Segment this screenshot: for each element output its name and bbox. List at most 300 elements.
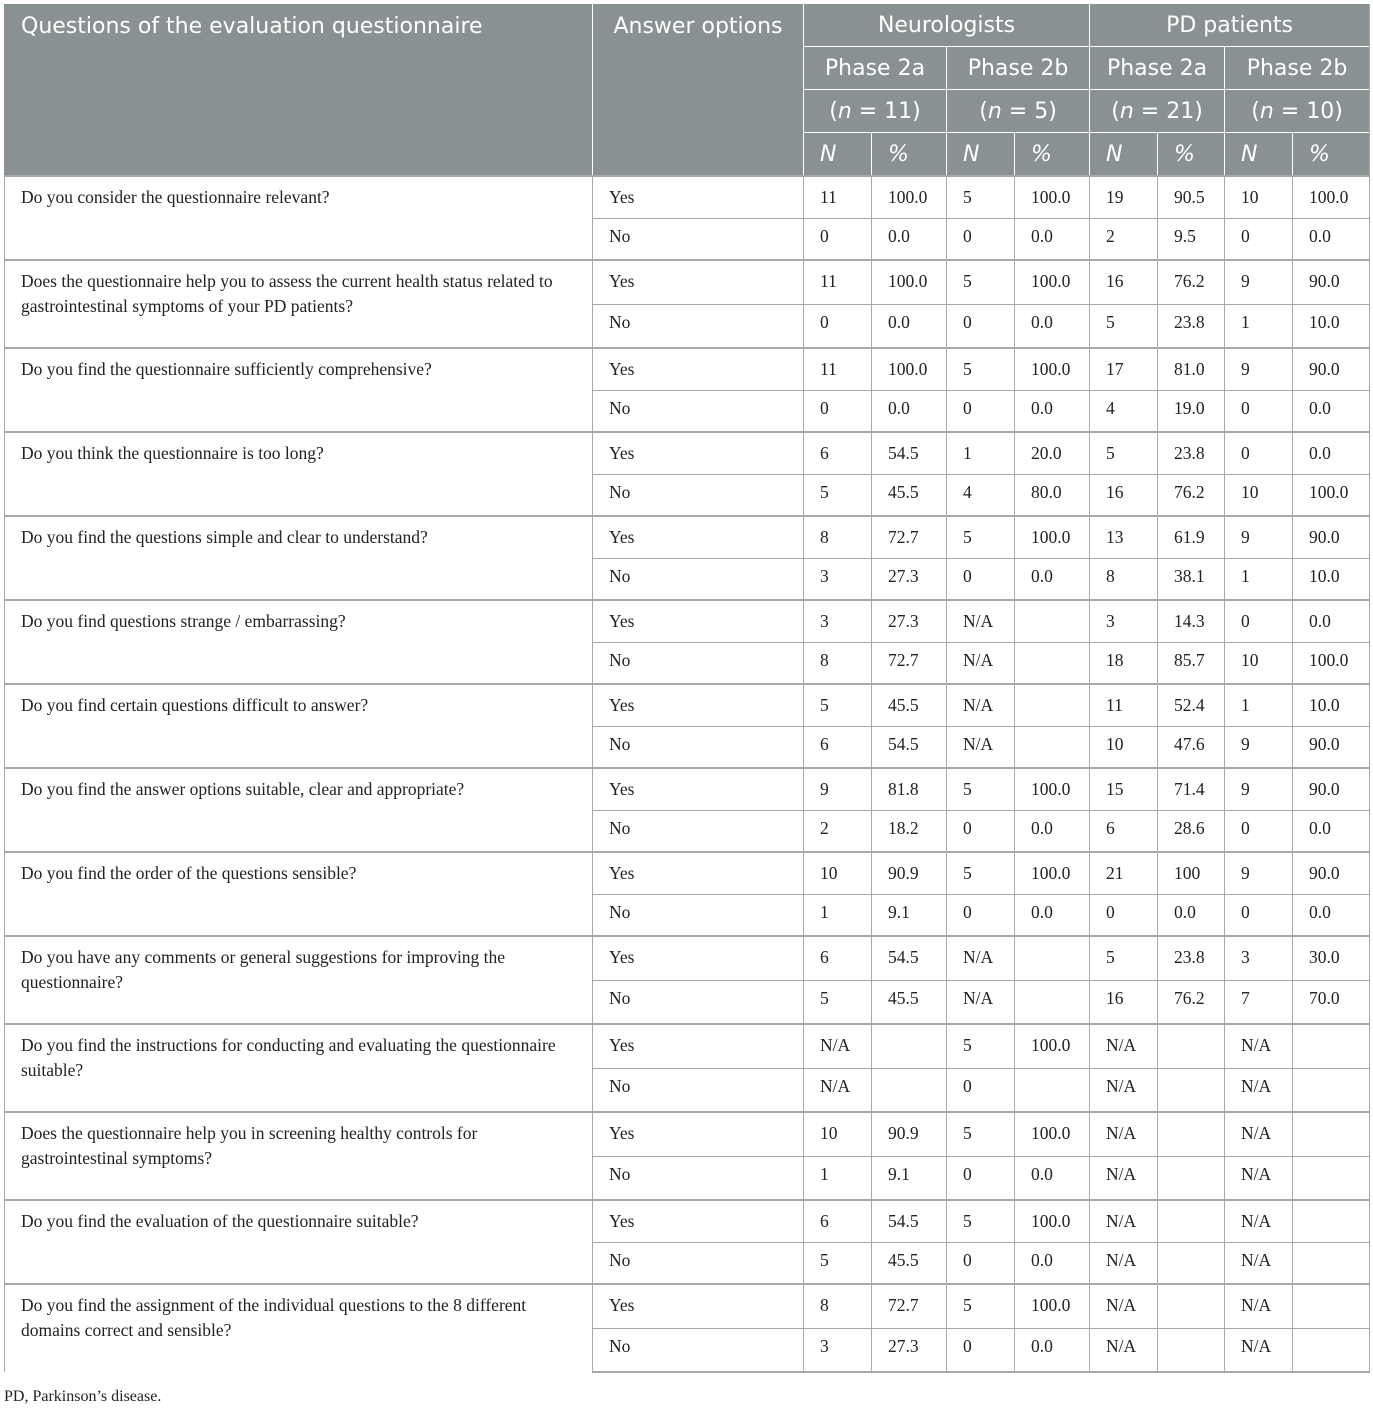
count-cell: 0 [947, 218, 1015, 260]
percent-cell: 100.0 [872, 260, 947, 304]
paren: ( [1251, 98, 1260, 124]
question-cell: Do you find the order of the questions sensible? [5, 852, 593, 936]
table-row [5, 176, 1370, 218]
count-cell: N/A [1090, 1068, 1158, 1112]
table-row [5, 260, 1370, 304]
count-cell: 0 [947, 304, 1015, 348]
count-cell: 1 [1225, 558, 1293, 600]
count-cell: 5 [947, 1284, 1015, 1328]
answer-option-cell: No [593, 558, 804, 600]
answer-option-cell: Yes [593, 1200, 804, 1242]
percent-cell: 0.0 [1015, 304, 1090, 348]
count-cell: 1 [1225, 304, 1293, 348]
percent-cell: 0.0 [1015, 1242, 1090, 1284]
count-cell: N/A [804, 1068, 872, 1112]
count-cell: 11 [1090, 684, 1158, 726]
count-cell: 9 [804, 768, 872, 810]
n-letter: n [1119, 98, 1134, 124]
percent-cell: 0.0 [1015, 1156, 1090, 1200]
answer-option-cell: Yes [593, 260, 804, 304]
table-row [5, 1284, 1370, 1328]
count-cell: 4 [1090, 390, 1158, 432]
answer-option-cell: No [593, 894, 804, 936]
paren: ( [979, 98, 988, 124]
percent-cell: 100.0 [1293, 176, 1370, 218]
table-row [5, 1200, 1370, 1242]
count-cell: N/A [1090, 1200, 1158, 1242]
percent-cell: 45.5 [872, 980, 947, 1024]
count-cell: 10 [1090, 726, 1158, 768]
question-cell: Does the questionnaire help you in screening healthy controls for gastrointestinal symptoms? [5, 1112, 593, 1200]
percent-cell: 54.5 [872, 726, 947, 768]
count-cell: 3 [804, 600, 872, 642]
n-value: = 11) [851, 98, 921, 124]
header-col-n: N [804, 133, 872, 177]
percent-cell: 100.0 [1015, 1284, 1090, 1328]
count-cell: N/A [1225, 1242, 1293, 1284]
percent-cell: 80.0 [1015, 474, 1090, 516]
table-row [5, 1024, 1370, 1068]
count-cell: 0 [947, 894, 1015, 936]
percent-cell: 9.5 [1158, 218, 1225, 260]
answer-option-cell: Yes [593, 1024, 804, 1068]
count-cell: 10 [1225, 176, 1293, 218]
count-cell: 17 [1090, 348, 1158, 390]
count-cell: 5 [947, 1200, 1015, 1242]
count-cell: N/A [1090, 1156, 1158, 1200]
count-cell: 5 [1090, 936, 1158, 980]
count-cell: N/A [1090, 1024, 1158, 1068]
percent-cell: 10.0 [1293, 558, 1370, 600]
count-cell: N/A [947, 980, 1015, 1024]
count-cell: 3 [804, 558, 872, 600]
percent-cell: 27.3 [872, 558, 947, 600]
count-cell: 19 [1090, 176, 1158, 218]
header-answer-options: Answer options [593, 4, 804, 176]
percent-cell: 0.0 [1158, 894, 1225, 936]
percent-cell: 72.7 [872, 516, 947, 558]
percent-cell: 81.8 [872, 768, 947, 810]
percent-cell: 0.0 [872, 218, 947, 260]
count-cell: N/A [1225, 1200, 1293, 1242]
percent-cell: 9.1 [872, 1156, 947, 1200]
question-cell: Do you find the instructions for conducting and evaluating the questionnaire suitable? [5, 1024, 593, 1112]
count-cell: 5 [947, 852, 1015, 894]
count-cell: 9 [1225, 852, 1293, 894]
table-footnote: PD, Parkinson’s disease. [4, 1388, 162, 1405]
percent-cell [872, 1068, 947, 1112]
percent-cell [1158, 1284, 1225, 1328]
percent-cell: 0.0 [1293, 600, 1370, 642]
percent-cell: 71.4 [1158, 768, 1225, 810]
count-cell: 8 [804, 1284, 872, 1328]
count-cell: 16 [1090, 474, 1158, 516]
table-row [5, 768, 1370, 810]
percent-cell [1293, 1284, 1370, 1328]
table-row [5, 1112, 1370, 1156]
percent-cell: 100.0 [872, 176, 947, 218]
percent-cell: 100.0 [1015, 176, 1090, 218]
percent-cell: 70.0 [1293, 980, 1370, 1024]
count-cell: 5 [947, 768, 1015, 810]
header-col-pct: % [1158, 133, 1225, 177]
percent-cell: 90.0 [1293, 348, 1370, 390]
answer-option-cell: No [593, 474, 804, 516]
count-cell: 1 [804, 894, 872, 936]
question-cell: Do you find the evaluation of the questionnaire suitable? [5, 1200, 593, 1284]
count-cell: 0 [804, 218, 872, 260]
count-cell: 2 [804, 810, 872, 852]
answer-option-cell: No [593, 980, 804, 1024]
n-letter: n [987, 98, 1002, 124]
percent-cell: 100 [1158, 852, 1225, 894]
percent-cell: 23.8 [1158, 304, 1225, 348]
percent-cell [1015, 642, 1090, 684]
question-cell: Do you think the questionnaire is too long? [5, 432, 593, 516]
answer-option-cell: Yes [593, 432, 804, 474]
percent-cell [1293, 1200, 1370, 1242]
answer-option-cell: No [593, 218, 804, 260]
count-cell: 5 [947, 516, 1015, 558]
answer-option-cell: Yes [593, 768, 804, 810]
percent-cell: 72.7 [872, 642, 947, 684]
question-cell: Do you find the questions simple and clear to understand? [5, 516, 593, 600]
count-cell: 16 [1090, 980, 1158, 1024]
count-cell: 6 [804, 936, 872, 980]
answer-option-cell: Yes [593, 600, 804, 642]
table-row [5, 432, 1370, 474]
count-cell: 0 [947, 1156, 1015, 1200]
count-cell: 5 [947, 1024, 1015, 1068]
percent-cell: 0.0 [1015, 218, 1090, 260]
count-cell: 10 [804, 1112, 872, 1156]
table-row [5, 600, 1370, 642]
n-value: = 10) [1273, 98, 1343, 124]
count-cell: 8 [804, 642, 872, 684]
count-cell: 0 [1225, 218, 1293, 260]
count-cell: 0 [1225, 810, 1293, 852]
percent-cell [872, 1024, 947, 1068]
count-cell: N/A [947, 684, 1015, 726]
evaluation-table [4, 4, 1370, 1373]
question-cell: Do you find questions strange / embarrassing? [5, 600, 593, 684]
count-cell: 1 [947, 432, 1015, 474]
question-cell: Do you find certain questions difficult to answer? [5, 684, 593, 768]
answer-option-cell: Yes [593, 176, 804, 218]
paren: ( [829, 98, 838, 124]
percent-cell: 0.0 [1293, 894, 1370, 936]
count-cell: 18 [1090, 642, 1158, 684]
percent-cell [1293, 1068, 1370, 1112]
percent-cell [1158, 1242, 1225, 1284]
count-cell: 7 [1225, 980, 1293, 1024]
paren: ( [1111, 98, 1120, 124]
count-cell: 3 [804, 1328, 872, 1372]
count-cell: 8 [1090, 558, 1158, 600]
n-letter: n [837, 98, 852, 124]
percent-cell: 45.5 [872, 1242, 947, 1284]
header-group-neurologists: Neurologists [804, 4, 1090, 47]
percent-cell: 38.1 [1158, 558, 1225, 600]
question-cell: Do you consider the questionnaire relevant? [5, 176, 593, 260]
answer-option-cell: Yes [593, 1284, 804, 1328]
answer-option-cell: Yes [593, 348, 804, 390]
count-cell: 10 [804, 852, 872, 894]
header-col-pct: % [1015, 133, 1090, 177]
percent-cell: 0.0 [1015, 810, 1090, 852]
percent-cell: 76.2 [1158, 260, 1225, 304]
percent-cell: 81.0 [1158, 348, 1225, 390]
percent-cell: 0.0 [1015, 894, 1090, 936]
percent-cell: 100.0 [1015, 516, 1090, 558]
answer-option-cell: No [593, 1156, 804, 1200]
percent-cell [1293, 1112, 1370, 1156]
percent-cell: 45.5 [872, 684, 947, 726]
percent-cell [1015, 1068, 1090, 1112]
count-cell: 8 [804, 516, 872, 558]
percent-cell: 0.0 [1293, 218, 1370, 260]
count-cell: 5 [804, 684, 872, 726]
count-cell: 0 [804, 304, 872, 348]
percent-cell: 90.0 [1293, 768, 1370, 810]
percent-cell: 100.0 [1015, 1200, 1090, 1242]
table-row [5, 348, 1370, 390]
answer-option-cell: Yes [593, 516, 804, 558]
count-cell: N/A [1225, 1156, 1293, 1200]
percent-cell: 54.5 [872, 432, 947, 474]
percent-cell: 90.9 [872, 1112, 947, 1156]
percent-cell: 0.0 [1293, 390, 1370, 432]
percent-cell [1015, 936, 1090, 980]
answer-option-cell: No [593, 1068, 804, 1112]
count-cell: 0 [1225, 894, 1293, 936]
n-letter: n [1259, 98, 1274, 124]
percent-cell: 14.3 [1158, 600, 1225, 642]
answer-option-cell: Yes [593, 684, 804, 726]
answer-option-cell: No [593, 304, 804, 348]
count-cell: 5 [947, 1112, 1015, 1156]
count-cell: 0 [947, 810, 1015, 852]
percent-cell: 47.6 [1158, 726, 1225, 768]
count-cell: 5 [1090, 432, 1158, 474]
percent-cell: 0.0 [872, 390, 947, 432]
count-cell: 0 [804, 390, 872, 432]
question-cell: Do you have any comments or general suggestions for improving the questionnaire? [5, 936, 593, 1024]
count-cell: 5 [804, 980, 872, 1024]
percent-cell [1158, 1112, 1225, 1156]
n-value: = 21) [1133, 98, 1203, 124]
percent-cell: 100.0 [1015, 852, 1090, 894]
count-cell: 9 [1225, 260, 1293, 304]
count-cell: N/A [947, 642, 1015, 684]
count-cell: 0 [1225, 390, 1293, 432]
percent-cell [1015, 684, 1090, 726]
percent-cell: 45.5 [872, 474, 947, 516]
percent-cell [1293, 1156, 1370, 1200]
percent-cell: 27.3 [872, 600, 947, 642]
header-phase: Phase 2b [947, 47, 1090, 90]
percent-cell: 90.0 [1293, 260, 1370, 304]
percent-cell: 100.0 [872, 348, 947, 390]
percent-cell: 85.7 [1158, 642, 1225, 684]
percent-cell: 100.0 [1015, 348, 1090, 390]
table-row [5, 516, 1370, 558]
table-body [5, 176, 1370, 1372]
header-phase: Phase 2a [804, 47, 947, 90]
count-cell: 11 [804, 176, 872, 218]
percent-cell: 10.0 [1293, 304, 1370, 348]
answer-option-cell: Yes [593, 852, 804, 894]
percent-cell: 90.0 [1293, 852, 1370, 894]
header-group-pd-patients: PD patients [1090, 4, 1370, 47]
question-cell: Does the questionnaire help you to assess the current health status related to gastrointestinal symptoms of your PD patients? [5, 260, 593, 348]
count-cell: N/A [1225, 1112, 1293, 1156]
count-cell: 15 [1090, 768, 1158, 810]
count-cell: 5 [804, 474, 872, 516]
percent-cell: 100.0 [1015, 1024, 1090, 1068]
header-col-pct: % [872, 133, 947, 177]
count-cell: 2 [1090, 218, 1158, 260]
percent-cell: 30.0 [1293, 936, 1370, 980]
percent-cell [1158, 1200, 1225, 1242]
percent-cell [1293, 1242, 1370, 1284]
header-phase: Phase 2b [1225, 47, 1370, 90]
table-row [5, 936, 1370, 980]
percent-cell: 100.0 [1293, 474, 1370, 516]
percent-cell: 100.0 [1015, 768, 1090, 810]
count-cell: 9 [1225, 348, 1293, 390]
answer-option-cell: No [593, 1328, 804, 1372]
count-cell: 0 [947, 1068, 1015, 1112]
percent-cell: 20.0 [1015, 432, 1090, 474]
header-col-pct: % [1293, 133, 1370, 177]
table-row [5, 684, 1370, 726]
percent-cell: 0.0 [1015, 390, 1090, 432]
percent-cell: 0.0 [1293, 810, 1370, 852]
percent-cell: 23.8 [1158, 936, 1225, 980]
count-cell: 3 [1225, 936, 1293, 980]
count-cell: N/A [1090, 1284, 1158, 1328]
percent-cell: 100.0 [1015, 1112, 1090, 1156]
percent-cell [1015, 726, 1090, 768]
header-col-n: N [1225, 133, 1293, 177]
count-cell: 0 [1225, 600, 1293, 642]
header-col-n: N [947, 133, 1015, 177]
count-cell: 9 [1225, 726, 1293, 768]
percent-cell: 28.6 [1158, 810, 1225, 852]
count-cell: 9 [1225, 768, 1293, 810]
count-cell: 13 [1090, 516, 1158, 558]
count-cell: N/A [947, 600, 1015, 642]
header-col-n: N [1090, 133, 1158, 177]
percent-cell: 54.5 [872, 1200, 947, 1242]
percent-cell [1293, 1024, 1370, 1068]
count-cell: N/A [1225, 1024, 1293, 1068]
count-cell: 0 [947, 1328, 1015, 1372]
question-cell: Do you find the answer options suitable, clear and appropriate? [5, 768, 593, 852]
percent-cell: 76.2 [1158, 474, 1225, 516]
count-cell: N/A [804, 1024, 872, 1068]
header-sample-size [1090, 90, 1225, 133]
percent-cell: 23.8 [1158, 432, 1225, 474]
count-cell: 1 [804, 1156, 872, 1200]
percent-cell: 90.9 [872, 852, 947, 894]
count-cell: 3 [1090, 600, 1158, 642]
percent-cell [1158, 1068, 1225, 1112]
count-cell: 0 [1225, 432, 1293, 474]
answer-option-cell: No [593, 726, 804, 768]
count-cell: 10 [1225, 642, 1293, 684]
count-cell: N/A [1090, 1112, 1158, 1156]
percent-cell: 9.1 [872, 894, 947, 936]
count-cell: 6 [804, 1200, 872, 1242]
question-cell: Do you find the assignment of the individual questions to the 8 different domains correct and sensible? [5, 1284, 593, 1372]
count-cell: N/A [1225, 1328, 1293, 1372]
header-sample-size [1225, 90, 1370, 133]
count-cell: N/A [1225, 1068, 1293, 1112]
header-sample-size [804, 90, 947, 133]
count-cell: 9 [1225, 516, 1293, 558]
table-header [5, 4, 1370, 176]
percent-cell: 0.0 [872, 304, 947, 348]
count-cell: 0 [947, 558, 1015, 600]
count-cell: 0 [1090, 894, 1158, 936]
count-cell: 11 [804, 260, 872, 304]
percent-cell: 100.0 [1015, 260, 1090, 304]
n-value: = 5) [1001, 98, 1057, 124]
count-cell: 16 [1090, 260, 1158, 304]
count-cell: 0 [947, 390, 1015, 432]
answer-option-cell: No [593, 390, 804, 432]
count-cell: 5 [947, 260, 1015, 304]
percent-cell: 100.0 [1293, 642, 1370, 684]
answer-option-cell: No [593, 1242, 804, 1284]
percent-cell: 18.2 [872, 810, 947, 852]
percent-cell: 52.4 [1158, 684, 1225, 726]
count-cell: 6 [1090, 810, 1158, 852]
percent-cell: 54.5 [872, 936, 947, 980]
count-cell: 5 [947, 348, 1015, 390]
count-cell: 5 [947, 176, 1015, 218]
percent-cell: 90.0 [1293, 516, 1370, 558]
question-cell: Do you find the questionnaire sufficiently comprehensive? [5, 348, 593, 432]
count-cell: N/A [1090, 1242, 1158, 1284]
count-cell: 6 [804, 432, 872, 474]
percent-cell [1015, 600, 1090, 642]
count-cell: 6 [804, 726, 872, 768]
table-row [5, 852, 1370, 894]
percent-cell: 19.0 [1158, 390, 1225, 432]
count-cell: 21 [1090, 852, 1158, 894]
percent-cell: 61.9 [1158, 516, 1225, 558]
percent-cell [1015, 980, 1090, 1024]
percent-cell [1293, 1328, 1370, 1372]
percent-cell: 10.0 [1293, 684, 1370, 726]
count-cell: N/A [947, 936, 1015, 980]
count-cell: 5 [804, 1242, 872, 1284]
count-cell: 5 [1090, 304, 1158, 348]
header-phase: Phase 2a [1090, 47, 1225, 90]
count-cell: 0 [947, 1242, 1015, 1284]
percent-cell [1158, 1156, 1225, 1200]
count-cell: 4 [947, 474, 1015, 516]
header-sample-size [947, 90, 1090, 133]
count-cell: N/A [1225, 1284, 1293, 1328]
percent-cell: 0.0 [1015, 558, 1090, 600]
percent-cell [1158, 1328, 1225, 1372]
count-cell: N/A [1090, 1328, 1158, 1372]
count-cell: N/A [947, 726, 1015, 768]
